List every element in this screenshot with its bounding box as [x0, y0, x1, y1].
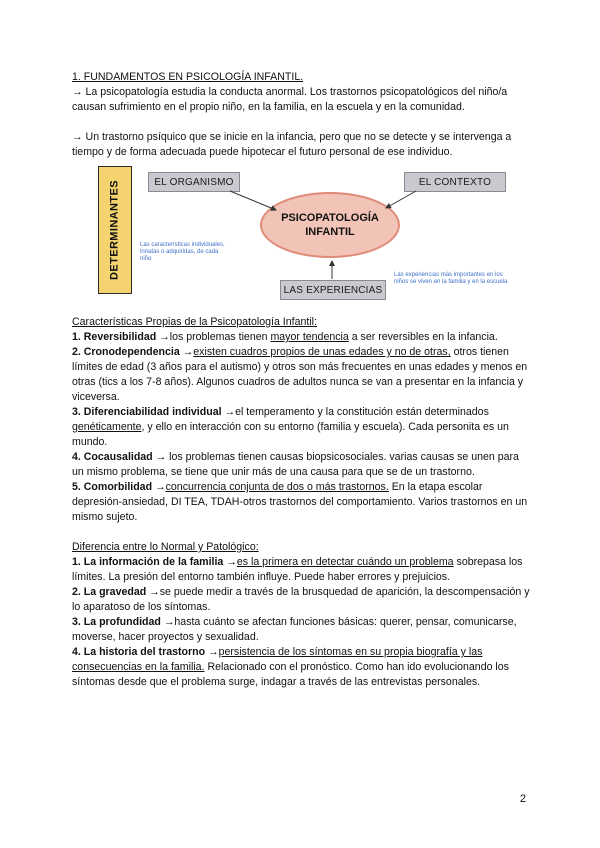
diferencia-list — [72, 555, 530, 690]
list-item: 2. La gravedad →se puede medir a través de la brusquedad de aparición, la descompensación y lo aparatoso de los síntomas. — [72, 586, 530, 613]
diagram-arrows — [98, 166, 518, 308]
note-right: Las experiencias más importantes en los niños se viven en la familia y en la escuela — [394, 272, 508, 285]
arrow-organismo — [230, 191, 276, 210]
list-item: 4. Cocausalidad → los problemas tienen causas biopsicosociales. varias causas se unen para un mismo problema, se tiene que unir más de una causa para que se de un trastorno. — [72, 451, 519, 478]
section-heading: 1. FUNDAMENTOS EN PSICOLOGÍA INFANTIL. — [72, 71, 304, 83]
arrow-contexto — [386, 191, 416, 208]
list-item: 1. La información de la familia →es la primera en detectar cuándo un problema sobrepasa los límites. La presión del entorno también influye. Puede haber errores y prejuicios. — [72, 556, 523, 583]
document-page — [72, 70, 530, 690]
page-number: 2 — [519, 793, 526, 805]
center-line-1: PSICOPATOLOGÍA — [281, 212, 379, 224]
list-item: 3. Diferenciabilidad individual →el temperamento y la constitución están determinados genéticamente, y ello en interacción con su entorno (familia y escuela). Cada personita es un mundo. — [72, 406, 509, 448]
caracteristicas-list — [72, 330, 530, 525]
contexto-label: EL CONTEXTO — [418, 176, 492, 188]
list-item: 1. Reversibilidad →los problemas tienen mayor tendencia a ser reversibles en la infancia. — [72, 331, 498, 343]
experiencias-label: LAS EXPERIENCIAS — [283, 284, 383, 296]
list-item: 5. Comorbilidad →concurrencia conjunta de dos o más trastornos. En la etapa escolar depresión-ansiedad, DI TEA, TDAH-otros trastornos del comportamiento. Varios trastornos en un mismo sujeto. — [72, 481, 528, 523]
determinants-diagram — [98, 166, 518, 308]
list-item: 3. La profundidad →hasta cuánto se afectan funciones básicas: querer, pensar, comunicarse, moverse, hacer proyectos y sexualidad. — [72, 616, 517, 643]
intro-paragraph-2: → Un trastorno psíquico que se inicie en la infancia, pero que no se detecte y se intervenga a tiempo y de forma adecuada puede hipotecar el futuro personal de ese individuo. — [72, 131, 512, 158]
center-line-2: INFANTIL — [305, 226, 355, 238]
determinantes-label: DETERMINANTES — [108, 180, 121, 280]
diferencia-title: Diferencia entre lo Normal y Patológico: — [72, 541, 259, 553]
list-item: 2. Cronodependencia →existen cuadros propios de unas edades y no de otras, otros tienen límites de edad (3 años para el autismo) y otros son más frecuentes en unas edades y menos en otras (tics a los 7-8 años). Algunos cuadros de adultos nunca se van a presentar en la infancia y viceversa. — [72, 346, 528, 403]
list-item: 4. La historia del trastorno →persistencia de los síntomas en su propia biografía y las consecuencias en la familia. Relacionado con el pronóstico. Como han ido evolucionando los síntomas desde que el problema surge, indagar a través de las entrevistas personales. — [72, 646, 509, 688]
organismo-label: EL ORGANISMO — [154, 176, 234, 188]
intro-paragraph-1: → La psicopatología estudia la conducta anormal. Los trastornos psicopatológicos del niño/a causan sufrimiento en el propio niño, en la familia, en la escuela y en la comunidad. — [72, 86, 508, 113]
caracteristicas-title: Características Propias de la Psicopatología Infantil: — [72, 316, 317, 328]
note-left: Las características individuales, innatas o adquiridas, de cada niño — [140, 242, 225, 262]
